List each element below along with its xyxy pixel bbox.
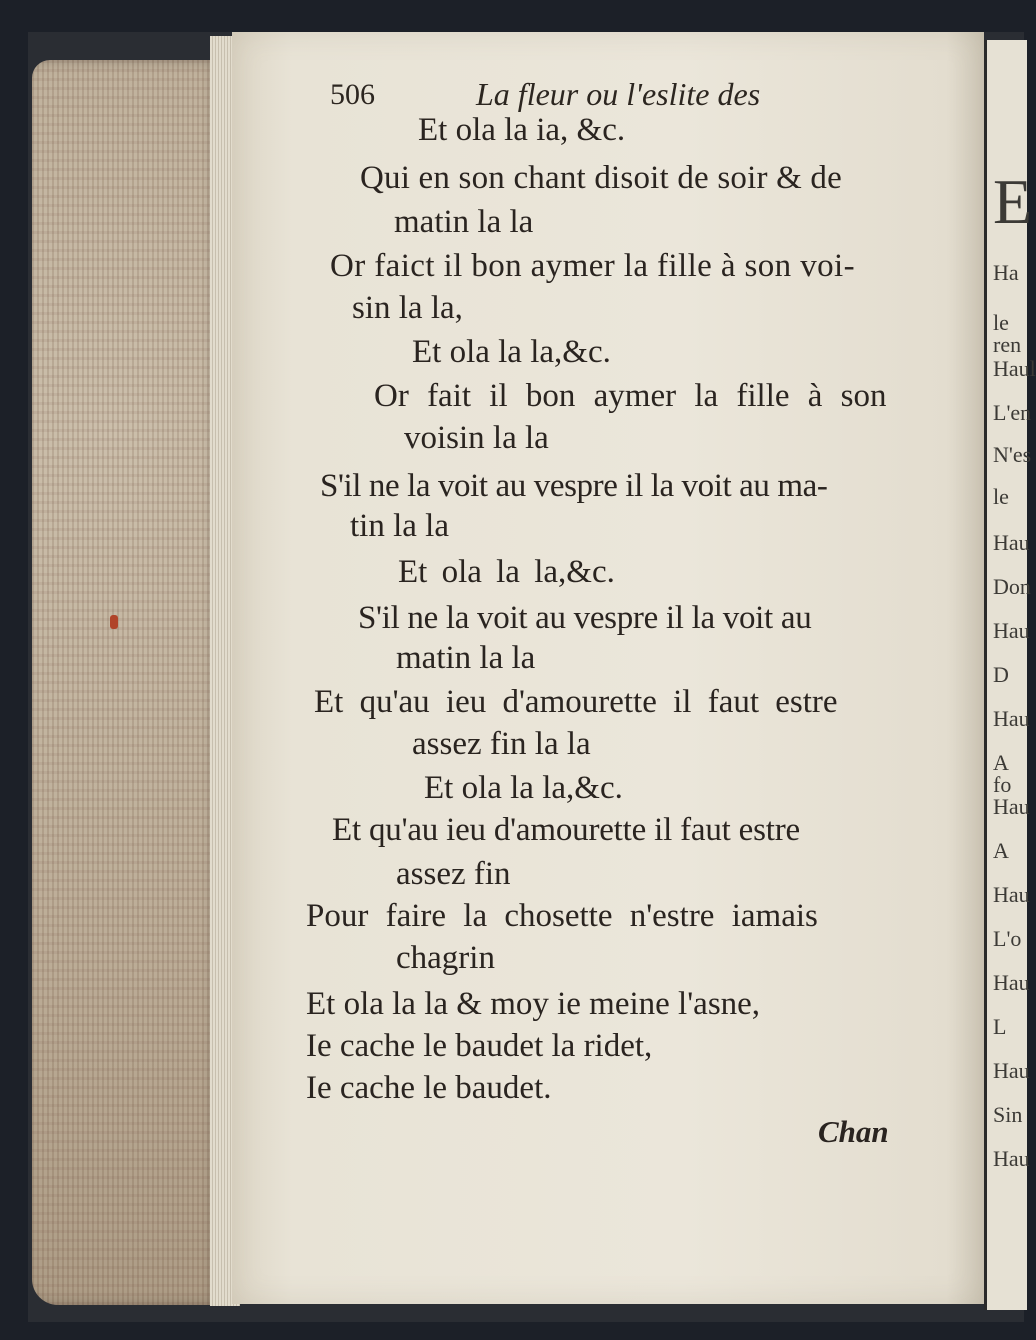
verse-line: Et qu'au ieu d'amourette il faut estre (314, 684, 838, 720)
facing-fragment: Hau (993, 618, 1030, 643)
facing-fragment: Hau (993, 970, 1030, 995)
verse-line: Or faict il bon aymer la fille à son voi- (330, 248, 855, 284)
verse-line: Et ola la la,&c. (398, 554, 615, 590)
facing-fragment: le ren (993, 310, 1022, 357)
verse-line: assez fin (396, 856, 511, 892)
facing-fragment: Don (993, 574, 1031, 599)
facing-fragment: N'es (993, 442, 1032, 467)
book-fore-edge (32, 60, 222, 1305)
verse-line: Et qu'au ieu d'amourette il faut estre (332, 812, 800, 848)
facing-page-edge (984, 40, 1036, 1310)
catchword: Chan (818, 1114, 889, 1149)
facing-fragment: Hau (993, 706, 1030, 731)
verse-line: Et ola la la,&c. (412, 334, 611, 370)
facing-fragment: E (993, 166, 1033, 237)
verse-line: Ie cache le baudet la ridet, (306, 1028, 653, 1064)
verse-line: sin la la, (352, 290, 463, 326)
facing-fragment: Hau (993, 1058, 1030, 1083)
verse-line: Ie cache le baudet. (306, 1070, 552, 1106)
facing-fragment: A (993, 838, 1009, 863)
verse-line: matin la la (394, 204, 534, 240)
facing-fragment: Ha (993, 260, 1019, 285)
facing-fragment: D (993, 662, 1009, 687)
running-head: La fleur ou l'eslite des (476, 76, 761, 112)
verse-line: Et ola la la & moy ie meine l'asne, (306, 986, 761, 1022)
facing-fragment: Hau (993, 1146, 1030, 1171)
facing-fragment: Hau (993, 530, 1030, 555)
facing-fragment: L'en (993, 400, 1032, 425)
facing-fragment: Hau (993, 882, 1030, 907)
facing-fragment: A fo (993, 750, 1012, 797)
verse-line: S'il ne la voit au vespre il la voit au ma- (320, 468, 828, 504)
verse-line: voisin la la (404, 420, 549, 456)
verse-line: assez fin la la (412, 726, 591, 762)
verse-line: Pour faire la chosette n'estre iamais (306, 898, 818, 934)
page-header (330, 60, 930, 110)
verse-line: Qui en son chant disoit de soir & de (360, 160, 842, 196)
verse-line: Et ola la la,&c. (424, 770, 623, 806)
facing-fragment: L (993, 1014, 1007, 1039)
verse-line: tin la la (350, 508, 449, 544)
verse-line: S'il ne la voit au vespre il la voit au (358, 600, 812, 636)
verse-line: Or fait il bon aymer la fille à son (374, 378, 887, 414)
verse-line: Et ola la ia, &c. (418, 112, 626, 148)
facing-fragment: Sin (993, 1102, 1023, 1127)
facing-fragment: Haul (993, 356, 1036, 381)
verse-line: chagrin (396, 940, 495, 976)
ink-spot (110, 615, 118, 629)
facing-fragment: Hau (993, 794, 1030, 819)
facing-fragment: le (993, 484, 1009, 509)
facing-fragment: L'o (993, 926, 1022, 951)
verse-line: matin la la (396, 640, 536, 676)
page-number: 506 (330, 78, 375, 111)
